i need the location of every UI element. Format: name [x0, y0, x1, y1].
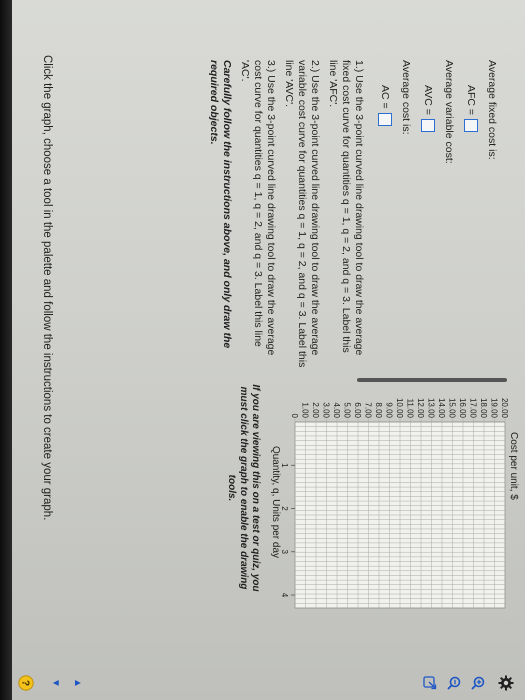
y-tick-label: 9.00	[384, 402, 394, 418]
y-tick-label: 5.00	[342, 402, 352, 418]
zoom-out-icon	[447, 676, 461, 690]
afc-label: AFC =	[465, 85, 478, 116]
x-tick-labels	[280, 463, 295, 598]
help-icon	[18, 675, 34, 691]
y-tick-label: 17.00	[468, 397, 478, 418]
avc-heading: Average variable cost:	[443, 60, 455, 164]
x-tick-label: 2	[280, 506, 289, 511]
instruction-step-2: 2.) Use the 3-point curved line drawing tool to draw the average variable cost curve for quantities q = 1, q = 2, and q = 3. Label this line 'AVC'.	[283, 60, 321, 368]
ac-heading: Average cost is:	[400, 60, 412, 135]
zoom-in-icon	[471, 676, 485, 690]
settings-button[interactable]	[495, 672, 517, 694]
y-tick-label: 12.00	[416, 397, 425, 418]
instruction-step-1: 1.) Use the 3-point curved line drawing tool to draw the average fixed cost curve for quantities q = 1, q = 2, and q = 3. Label this line 'AFC'.	[327, 60, 365, 356]
y-tick-label: 14.00	[437, 397, 446, 418]
y-tick-label: 2.00	[311, 402, 320, 418]
ac-answer-input[interactable]	[378, 113, 392, 126]
instructions	[207, 60, 365, 370]
scroll-up-button[interactable]	[71, 677, 85, 689]
y-tick-label: 16.00	[458, 397, 467, 418]
y-tick-label: 1.00	[300, 402, 310, 418]
gear-icon	[498, 675, 514, 691]
scroll-down-button[interactable]	[49, 677, 63, 689]
y-axis-title: Cost per unit, $	[508, 432, 519, 500]
popout-button[interactable]	[419, 672, 441, 694]
zoom-in-button[interactable]	[467, 672, 489, 694]
y-tick-label: 0	[290, 413, 299, 418]
y-tick-label: 4.00	[332, 402, 341, 418]
afc-answer-input[interactable]	[464, 119, 478, 132]
tool-palette	[12, 672, 525, 694]
x-tick-label: 3	[280, 549, 289, 554]
x-tick-label: 1	[280, 463, 289, 468]
help-button[interactable]	[15, 672, 37, 694]
question-panel	[202, 60, 498, 370]
y-tick-label: 3.00	[321, 402, 331, 418]
avc-label: AVC =	[422, 85, 435, 115]
instruction-closing: Carefully follow the instructions above, and only draw the required objects.	[208, 60, 233, 349]
graph-hint: If you are viewing this on a test or quiz, you must click the graph to enable the drawing tools.	[226, 384, 261, 592]
device-shadow	[0, 0, 12, 700]
y-tick-labels	[290, 398, 509, 419]
afc-row	[464, 85, 478, 370]
y-tick-label: 8.00	[374, 402, 383, 418]
graph-grid	[295, 419, 505, 608]
rotated-page	[12, 0, 525, 700]
ac-label: AC =	[379, 85, 392, 109]
triangle-up-icon: ▲	[72, 678, 84, 688]
afc-heading: Average fixed cost is:	[486, 60, 498, 160]
zoom-out-button[interactable]	[443, 672, 465, 694]
y-tick-label: 7.00	[363, 402, 373, 418]
avc-row	[421, 85, 435, 370]
avc-answer-input[interactable]	[421, 119, 435, 132]
popout-icon	[423, 676, 437, 690]
y-tick-label: 15.00	[447, 397, 457, 418]
y-tick-label: 13.00	[426, 397, 436, 418]
drawing-graph[interactable]	[263, 372, 525, 622]
y-tick-label: 19.00	[489, 397, 499, 418]
instruction-step-3: 3.) Use the 3-point curved line drawing tool to draw the average cost curve for quantities q = 1, q = 2, and q = 3. Label this line 'AC'.	[239, 60, 277, 356]
help-label: ?	[19, 679, 31, 687]
y-tick-label: 6.00	[353, 402, 362, 418]
x-tick-label: 4	[280, 592, 289, 598]
footer-instruction: Click the graph, choose a tool in the palette and follow the instructions to create your graph.	[41, 55, 53, 521]
y-tick-label: 10.00	[395, 397, 404, 418]
ac-row	[378, 85, 392, 370]
screen	[12, 0, 525, 700]
y-tick-label: 20.00	[500, 397, 509, 418]
y-tick-label: 18.00	[479, 397, 488, 418]
triangle-down-icon: ▼	[50, 678, 62, 688]
y-tick-label: 11.00	[405, 398, 415, 418]
x-axis-title: Quantity, q, Units per day	[270, 445, 281, 559]
